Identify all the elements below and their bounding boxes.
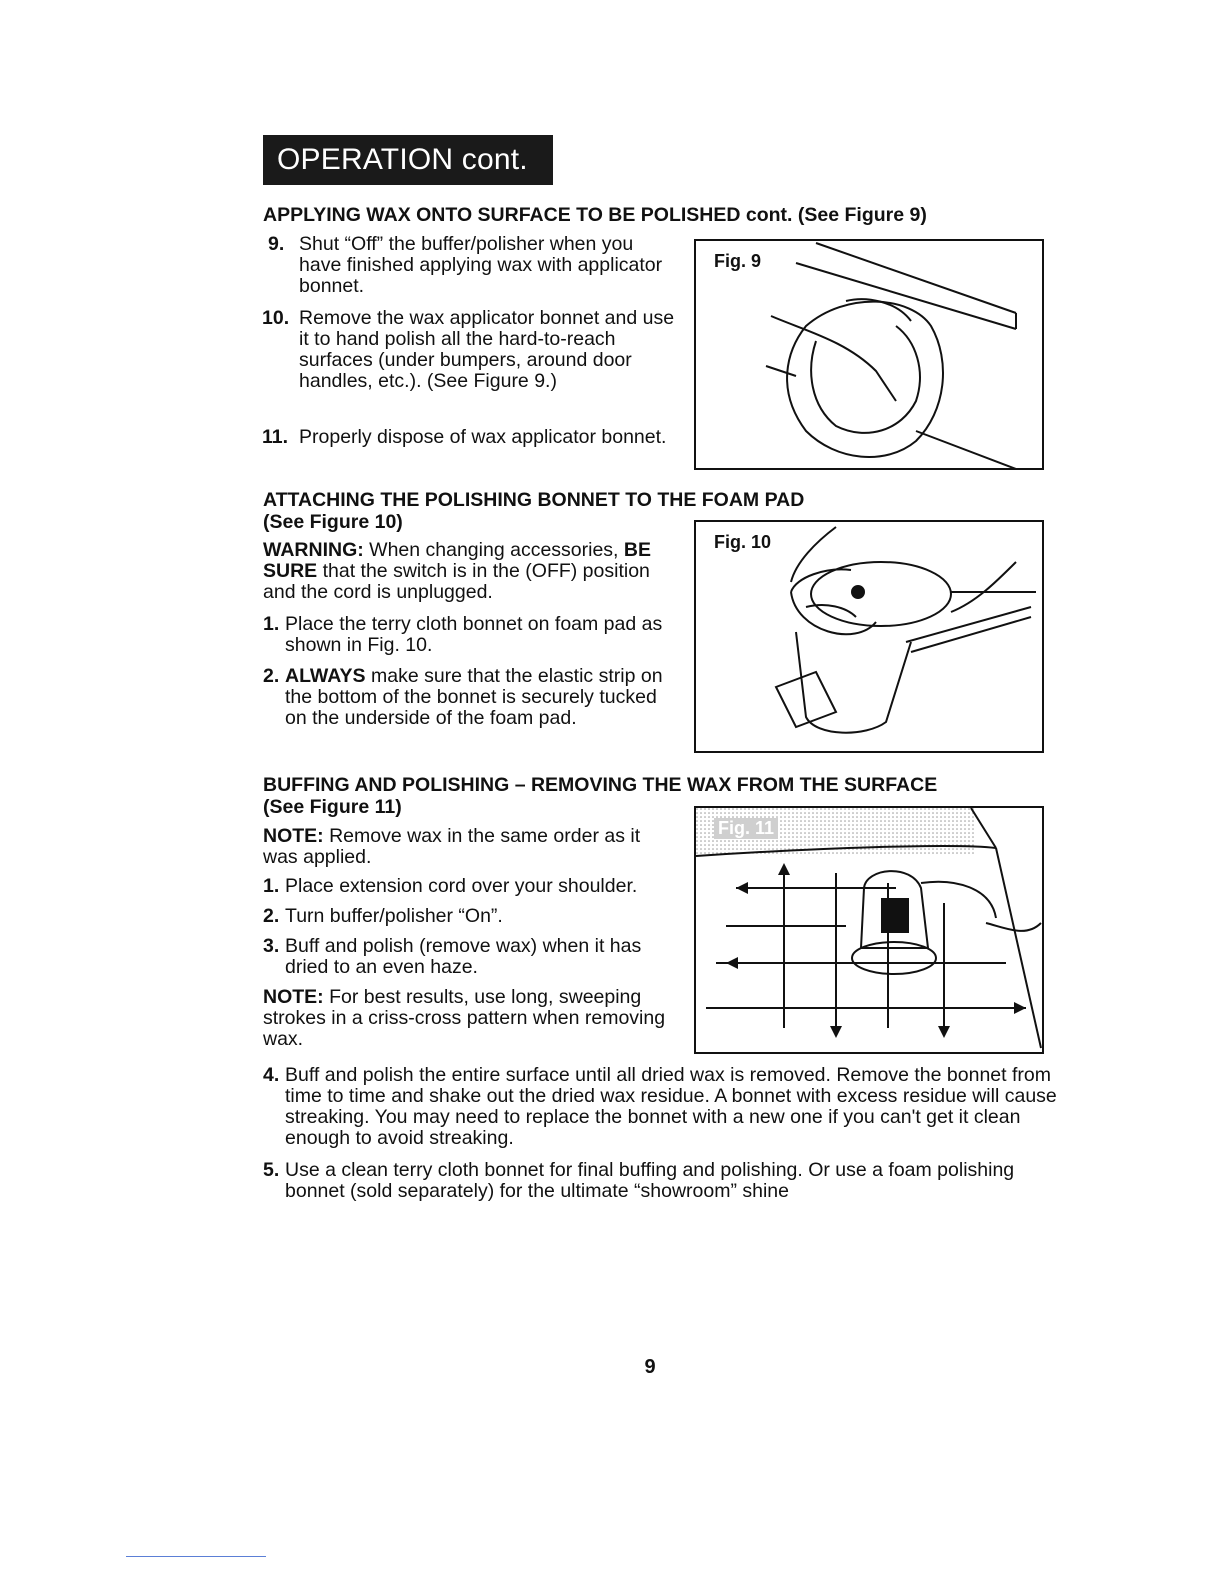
figure-9-illustration (696, 241, 1044, 470)
figure-11-label: Fig. 11 (714, 818, 778, 839)
item-number: 1. (263, 613, 280, 635)
note-1 (263, 826, 663, 868)
item-text: Turn buffer/polisher “On”. (285, 905, 503, 927)
section-banner: OPERATION cont. (263, 135, 553, 185)
section3-heading: BUFFING AND POLISHING – REMOVING THE WAX FROM THE SURFACE (263, 774, 938, 796)
figure-10-illustration (696, 522, 1044, 753)
list-item (263, 666, 683, 729)
item-number: 2. (263, 665, 280, 687)
figure-10-label: Fig. 10 (714, 532, 772, 552)
item-text: Use a clean terry cloth bonnet for final buffing and polishing. Or use a foam polishing bonnet (sold separately) for the ultimate “showroom” shine (285, 1159, 1015, 1202)
section2-heading: ATTACHING THE POLISHING BONNET TO THE FOAM PAD (263, 489, 805, 511)
warning-text: When changing accessories, (363, 539, 624, 561)
item-number: 11. (262, 426, 289, 448)
section1-heading: APPLYING WAX ONTO SURFACE TO BE POLISHED cont. (See Figure 9) (263, 204, 927, 226)
figure-9 (694, 239, 1044, 470)
figure-11-illustration (696, 808, 1044, 1054)
section3-subheading: (See Figure 11) (263, 796, 402, 818)
list-item (262, 427, 682, 448)
section2-subheading: (See Figure 10) (263, 511, 403, 533)
note-text: Remove wax in the same order as it was applied. (263, 825, 641, 868)
item-number: 5. (263, 1159, 280, 1181)
list-item (263, 614, 673, 656)
warning-text-2: that the switch is in the (OFF) position and the cord is unplugged. (263, 560, 650, 603)
note-2 (263, 987, 673, 1050)
item-text: Buff and polish the entire surface until all dried wax is removed. Remove the bonnet from time to time and shake out the dried wax residue. A bonnet with excess residue will cause streaking. You may need to replace the bonnet with a new one if you can't get it clean enough to avoid streaking. (285, 1064, 1057, 1149)
list-item (263, 906, 683, 927)
be-sure-emphasis: BE SURE (263, 539, 651, 582)
item-text: Place extension cord over your shoulder. (285, 875, 638, 897)
list-item (263, 1160, 1063, 1202)
warning-label: WARNING: (263, 539, 364, 561)
note-label: NOTE: (263, 986, 324, 1008)
item-number: 10. (262, 307, 290, 329)
item-text: Properly dispose of wax applicator bonnet. (299, 426, 667, 448)
list-item (262, 308, 682, 392)
list-item (268, 234, 668, 297)
item-number: 1. (263, 875, 280, 897)
item-number: 2. (263, 905, 280, 927)
figure-9-label: Fig. 9 (714, 251, 762, 271)
figure-10 (694, 520, 1044, 753)
item-text: Buff and polish (remove wax) when it has dried to an even haze. (285, 935, 642, 978)
always-emphasis: ALWAYS (285, 665, 366, 687)
item-text: make sure that the elastic strip on the bottom of the bonnet is securely tucked on the underside of the foam pad. (285, 665, 663, 729)
list-item (263, 876, 693, 897)
footer-rule (126, 1556, 266, 1557)
list-item (263, 1065, 1063, 1149)
warning-paragraph (263, 540, 683, 603)
list-item (263, 936, 663, 978)
item-text: Remove the wax applicator bonnet and use it to hand polish all the hard-to-reach surfaces (under bumpers, around door handles, etc.). (See Figure 9.) (299, 307, 675, 392)
note-text: For best results, use long, sweeping strokes in a criss-cross pattern when removing wax. (263, 986, 666, 1050)
item-number: 9. (268, 233, 285, 255)
item-text: Place the terry cloth bonnet on foam pad as shown in Fig. 10. (285, 613, 663, 656)
item-text: Shut “Off” the buffer/polisher when you have finished applying wax with applicator bonnet. (299, 233, 663, 297)
item-number: 4. (263, 1064, 280, 1086)
figure-11 (694, 806, 1044, 1054)
item-number: 3. (263, 935, 280, 957)
page-number: 9 (644, 1356, 656, 1378)
note-label: NOTE: (263, 825, 324, 847)
